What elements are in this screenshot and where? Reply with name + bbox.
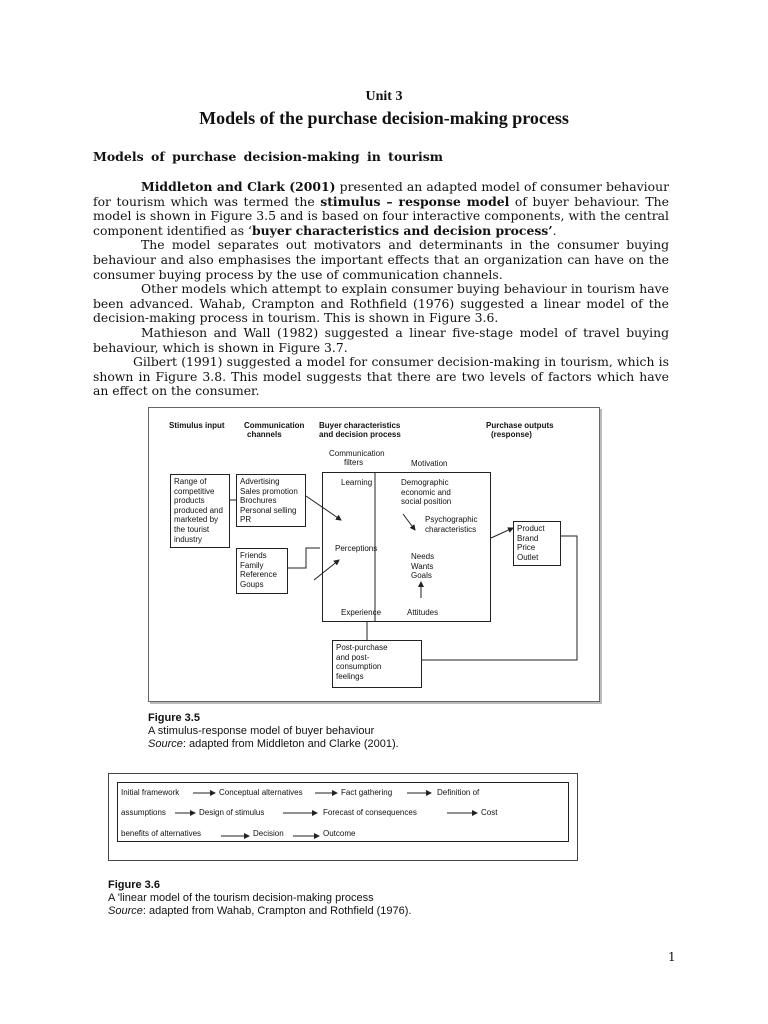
- comm-filters-1: Communication: [329, 449, 385, 458]
- feedback-product-loop: [422, 536, 577, 660]
- figure-3-5: [148, 407, 600, 702]
- caption-3-6-title: A 'linear model of the tourism decision-making process: [108, 892, 374, 904]
- paragraph-4: Mathieson and Wall (1982) suggested a linear five-stage model of travel buying behaviour, which is shown in Figure 3.7.: [93, 324, 669, 355]
- step-decision: Decision: [253, 829, 284, 838]
- step-conceptual-alternatives: Conceptual alternatives: [219, 788, 303, 797]
- arrow-friends-to-perceptions: [314, 560, 339, 580]
- paragraph-5: Gilbert (1991) suggested a model for consumer decision-making in tourism, which is shown in Figure 3.8. This model suggests that there are two levels of factors which have an effect on the consumer.: [93, 354, 669, 399]
- p1-text-a: presented an adapted model of consumer behaviour for tourism which was termed the: [93, 179, 670, 209]
- connector-friends-loop: [288, 548, 320, 568]
- paragraph-2: The model separates out motivators and determinants in the consumer buying behaviour and also emphasises the important effects that an organization can have on the consumer buying process by the use of communication channels.: [93, 237, 669, 282]
- col-buyer-2: and decision process: [319, 430, 401, 439]
- col-stimulus-input: Stimulus input: [169, 421, 225, 430]
- caption-3-5: [148, 712, 399, 751]
- post-purchase-box: Post-purchase and post- consumption feelings: [332, 640, 422, 688]
- step-fact-gathering: Fact gathering: [341, 788, 393, 797]
- caption-3-6: [108, 879, 412, 918]
- col-communication-2: channels: [247, 430, 282, 439]
- arrow-demographic-to-psycho: [403, 514, 415, 530]
- step-design-of-stimulus: Design of stimulus: [199, 808, 265, 817]
- paragraph-3: Other models which attempt to explain consumer buying behaviour in tourism have been advanced. Wahab, Crampton and Rothfield (1976) suggested a linear model of the decision-making process in tourism. This is shown in Figure 3.6.: [93, 281, 669, 326]
- step-outcome: Outcome: [323, 829, 356, 838]
- comm-filters-2: filters: [344, 458, 364, 467]
- learning-label: Learning: [341, 478, 373, 487]
- psychographic-label: Psychographic characteristics: [425, 515, 478, 534]
- experience-label: Experience: [341, 608, 382, 617]
- page-number: 1: [668, 950, 676, 964]
- figure-3-6-arrows: [109, 774, 577, 860]
- step-benefits: benefits of alternatives: [121, 829, 202, 838]
- motivation-label: Motivation: [411, 459, 448, 468]
- caption-3-5-title: A stimulus-response model of buyer behaviour: [148, 725, 375, 737]
- figure-3-6: [108, 773, 578, 861]
- step-cost: Cost: [481, 808, 498, 817]
- p1-text-b: of buyer behaviour. The model is shown in Figure 3.5 and is based on four interactive components, with the central component identified as ‘: [93, 193, 669, 238]
- caption-3-6-label: Figure 3.6: [108, 879, 160, 891]
- needs-label: Needs Wants Goals: [411, 552, 435, 580]
- col-buyer-1: Buyer characteristics: [319, 421, 401, 430]
- page-title: Models of the purchase decision-making process: [199, 108, 569, 128]
- range-box: Range of competitive products produced and marketed by the tourist industry: [170, 474, 230, 548]
- col-outputs-2: (response): [491, 430, 532, 439]
- p1-text-c: .: [552, 222, 557, 238]
- p1-author: Middleton and Clark (2001): [141, 179, 336, 194]
- unit-label: Unit 3: [365, 89, 403, 104]
- figure-3-5-connectors: [149, 408, 599, 701]
- arrow-ads-to-learning: [306, 496, 341, 520]
- step-forecast: Forecast of consequences: [323, 808, 417, 817]
- paragraph-1: [93, 180, 669, 238]
- step-assumptions: assumptions: [121, 808, 166, 817]
- demographic-label: Demographic economic and social position: [401, 478, 452, 506]
- caption-3-5-source: Source: adapted from Middleton and Clarke (2001).: [148, 738, 399, 750]
- step-initial-framework: Initial framework: [121, 788, 180, 797]
- advertising-box: Advertising Sales promotion Brochures Personal selling PR: [236, 474, 306, 527]
- product-box: Product Brand Price Outlet: [513, 521, 561, 566]
- p1-component: buyer characteristics and decision process’: [252, 222, 553, 238]
- caption-3-5-label: Figure 3.5: [148, 712, 200, 724]
- attitudes-label: Attitudes: [407, 608, 439, 617]
- arrow-to-product: [491, 528, 513, 538]
- col-outputs-1: Purchase outputs: [486, 421, 554, 430]
- body-text: [93, 180, 669, 399]
- p1-term: stimulus – response model: [320, 193, 510, 209]
- section-heading: Models of purchase decision-making in tourism: [93, 149, 443, 164]
- step-definition-of: Definition of: [437, 788, 480, 797]
- perceptions-label: Perceptions: [335, 544, 378, 553]
- caption-3-6-source: Source: adapted from Wahab, Crampton and Rothfield (1976).: [108, 905, 412, 917]
- col-communication-1: Communication: [244, 421, 305, 430]
- friends-box: Friends Family Reference Goups: [236, 548, 288, 594]
